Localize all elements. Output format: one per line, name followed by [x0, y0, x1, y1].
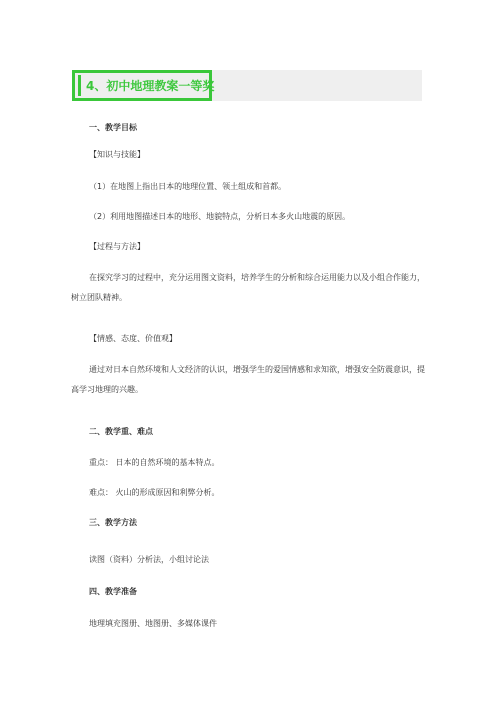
title-accent-bar: [78, 75, 81, 96]
heading-key-difficult-points: 二、教学重、难点: [89, 427, 153, 436]
heading-emotion-values: 【情感、态度、价值观】: [89, 334, 177, 343]
process-method-text: 在探究学习的过程中，充分运用图文资料，培养学生的分析和综合运用能力以及小组合作能力，树立团队精神。: [71, 273, 425, 302]
heading-knowledge-skills: 【知识与技能】: [89, 150, 145, 159]
knowledge-item-1: （1）在地图上指出日本的地理位置、领土组成和首都。: [89, 182, 287, 191]
heading-teaching-preparation: 四、教学准备: [89, 587, 137, 596]
heading-process-method: 【过程与方法】: [89, 242, 145, 251]
knowledge-item-2: （2）利用地图描述日本的地形、地貌特点，分析日本多火山地震的原因。: [89, 212, 351, 221]
difficult-point: 难点： 火山的形成原因和利弊分析。: [89, 488, 220, 497]
teaching-preparation-text: 地理填充图册、地图册、多媒体课件: [89, 619, 217, 628]
key-point: 重点： 日本的自然环境的基本特点。: [89, 458, 220, 467]
heading-teaching-goals: 一、教学目标: [89, 123, 137, 132]
emotion-values-text: 通过对日本自然环境和人文经济的认识，增强学生的爱国情感和求知欲，增强安全防震意识，提高学习地理的兴趣。: [71, 365, 425, 394]
section-title: 4、初中地理教案一等奖: [86, 79, 215, 93]
teaching-methods-text: 读图（资料）分析法，小组讨论法: [89, 555, 209, 564]
heading-teaching-methods: 三、教学方法: [89, 518, 137, 527]
title-box: [72, 70, 215, 101]
